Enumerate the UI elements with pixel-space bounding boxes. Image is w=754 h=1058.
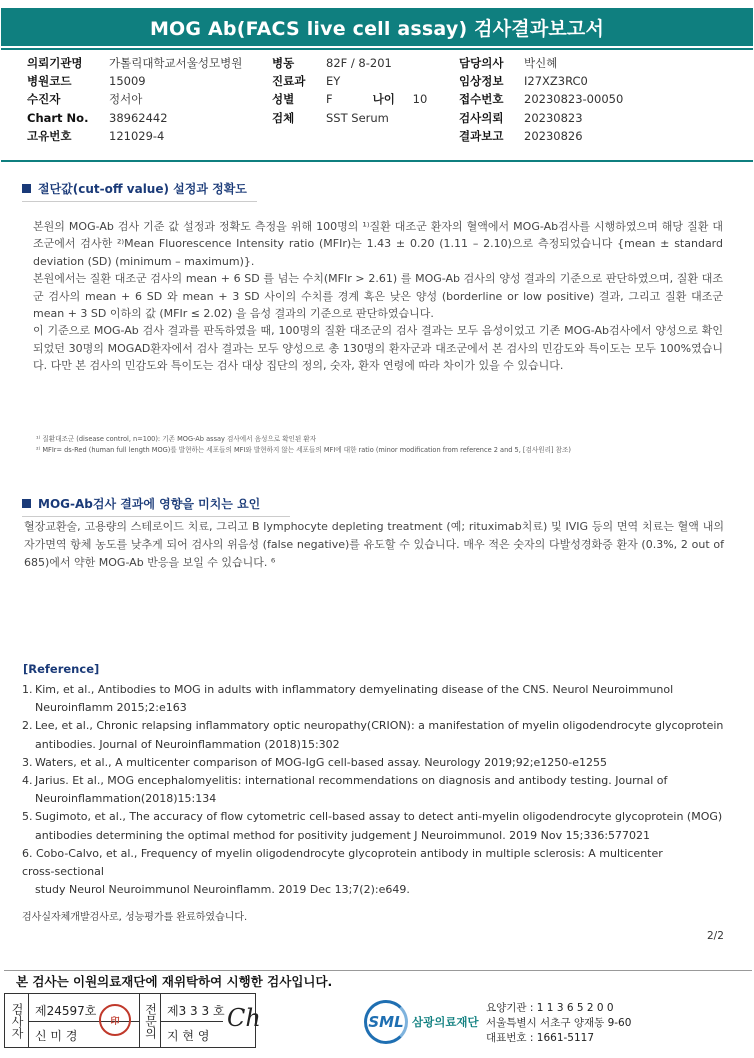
- info-value: 38962442: [109, 110, 168, 125]
- footnote-1: ¹⁾ 질환대조군 (disease control, n=100): 기존 MOG-Ab assay 검사에서 음성으로 확인된 환자: [36, 435, 317, 443]
- footnote-2: ²⁾ MFIr= ds-Red (human full length MOG)를 발현하는 세포들의 MFI와 발현하지 않는 세포들의 MFI에 대한 ratio (minor modification from reference 2 and 5, [검사원리] 참조): [36, 446, 571, 454]
- paragraph: 이 기준으로 MOG-Ab 검사 결과를 판독하였을 때, 100명의 질환 대조군의 검사 결과는 모두 음성이었고 기존 MOG-Ab검사에서 양성으로 확인되었던 30명의 MOGAD환자에서 검사 결과는 모두 양성으로 총 130명의 환자군과 대조군에서 본 검사의 민감도와 특이도는 모두 100%였습니다. 다만 본 검사의 민감도와 특이도는 검사 대상 집단의 정의, 숫자, 환자 연령에 따라 차이가 있을 수 있습니다.: [33, 324, 723, 373]
- row-divider: [161, 1021, 223, 1022]
- info-value: EY: [326, 74, 341, 89]
- sml-logo-icon: SML: [364, 1000, 408, 1044]
- info-row: [27, 72, 242, 90]
- ref-text: Waters, et al., A multicenter comparison of MOG-IgG cell-based assay. Neurology 2019;92;e1250-e1255: [35, 755, 607, 769]
- info-row: [272, 90, 427, 108]
- paragraph: 본원에서는 질환 대조군 검사의 mean + 6 SD 를 넘는 수치(MFIr > 2.61) 를 MOG-Ab 검사의 양성 결과의 기준으로 판단하였으며, 질환 대조군 검사의 mean + 6 SD 와 mean + 3 SD 사이의 수치를 경계 혹은 낮은 양성 (borderline or low positive) 결과, 그리고 질환 대조군 mean + 3 SD 이하의 값 (MFIr ≤ 2.02) 을 음성 결과의 기준으로 판단하였습니다.: [33, 272, 723, 321]
- info-label: Chart No.: [27, 110, 89, 125]
- ref-6-line-1: 6. Cobo-Calvo, et al., Frequency of myelin oligodendrocyte glycoprotein antibody in multiple sclerosis: A multicenter: [22, 846, 663, 860]
- info-row: [459, 54, 623, 72]
- info-column-1: [27, 54, 242, 145]
- agency-code: 요양기관 : 1 1 3 6 5 2 0 0: [486, 1002, 614, 1014]
- reference-list: [22, 681, 734, 899]
- info-row: [27, 54, 242, 72]
- address-line: 서울특별시 서초구 양재동 9-60: [486, 1017, 632, 1029]
- age-value: 10: [412, 92, 428, 107]
- info-row: [459, 90, 623, 108]
- info-label: 의뢰기관명: [27, 56, 83, 70]
- info-value: F: [326, 92, 333, 107]
- list-item: [22, 808, 734, 844]
- section-heading-cutoff: [22, 180, 247, 197]
- section-heading-text: 절단값(cut-off value) 설정과 정확도: [38, 182, 247, 196]
- info-value: 가톨릭대학교서울성모병원: [109, 56, 243, 70]
- examiner-seal-icon: 印: [99, 1004, 131, 1036]
- heading-underline: [22, 201, 257, 202]
- age-label: 나이: [372, 92, 395, 107]
- phone-line: 대표번호 : 1661-5117: [486, 1032, 595, 1044]
- footer-divider: [4, 970, 752, 971]
- info-value: 20230823: [524, 110, 583, 125]
- header-rule-bottom: [1, 160, 753, 162]
- list-item: [22, 772, 734, 808]
- section-heading-factors: [22, 495, 260, 512]
- ref-number: 3.: [22, 755, 33, 769]
- reviewer-name: 지 현 영: [167, 1029, 210, 1043]
- info-value: 20230823-00050: [524, 92, 624, 107]
- org-address: [486, 1001, 631, 1046]
- reviewer-number: 제3 3 3 호: [167, 1004, 225, 1018]
- info-value: I27XZ3RC0: [524, 74, 588, 89]
- examiner-title: 검사자: [5, 994, 29, 1047]
- heading-underline: [22, 516, 290, 517]
- ref-text: Lee, et al., Chronic relapsing inflammatory optic neuropathy(CRION): a manifestation of myelin oligodendrocyte glycoprotein antibodies. Journal of Neuroinflammation (2018)15:302: [35, 719, 724, 751]
- info-label: 병동: [272, 56, 295, 70]
- info-row: [272, 72, 427, 90]
- validation-note: 검사실자체개발검사로, 성능평가를 완료하였습니다.: [22, 912, 248, 923]
- examiner-number: 제24597호: [35, 1004, 97, 1018]
- info-value: 정서아: [109, 92, 143, 107]
- info-column-2: [272, 54, 427, 127]
- info-label: 검체: [272, 110, 295, 125]
- ref-6-line-2: cross-sectional: [22, 865, 104, 879]
- section-heading-text: MOG-Ab검사 결과에 영향을 미치는 요인: [38, 497, 261, 511]
- signature-box: [4, 993, 261, 1048]
- info-label: 검사의뢰: [459, 110, 504, 125]
- ref-number: 4.: [22, 774, 33, 788]
- page-number: 2/2: [707, 930, 724, 942]
- info-row: [27, 109, 242, 127]
- sml-logo: [364, 1000, 479, 1044]
- reviewer-signature-icon: Ch: [227, 1004, 261, 1032]
- org-name: 삼광의료재단: [412, 1015, 479, 1029]
- ref-6-line-3: study Neurol Neuroimmunol Neuroinflamm. 2019 Dec 13;7(2):e649.: [35, 883, 410, 897]
- info-label: 병원코드: [27, 74, 72, 89]
- info-label: 진료과: [272, 74, 306, 89]
- reviewer-title: 전문의: [139, 994, 161, 1047]
- info-value: SST Serum: [326, 110, 389, 125]
- info-label: 수진자: [27, 92, 61, 107]
- info-row: [27, 127, 242, 145]
- info-row: [459, 109, 623, 127]
- ref-number: 2.: [22, 719, 33, 733]
- info-value: 15009: [109, 74, 146, 89]
- header-rule-top: [1, 48, 753, 50]
- ref-number: 1.: [22, 683, 33, 696]
- list-item: [22, 681, 734, 717]
- info-value: 82F / 8-201: [326, 56, 392, 70]
- paragraph: 본원의 MOG-Ab 검사 기준 값 설정과 정확도 측정을 위해 100명의 ¹⁾질환 대조군 환자의 혈액에서 MOG-Ab검사를 시행하였으며 해당 질환 대조군에서 검사한 ²⁾Mean Fluorescence Intensity ratio (MFIr)는 1.43 ± 0.20 (1.11 – 2.10)으로 측정되었습니다 {mean ± standard deviation (SD) (minimum – maximum)}.: [33, 220, 723, 268]
- info-row: [272, 109, 427, 127]
- info-label: 고유번호: [27, 128, 72, 143]
- info-label: 결과보고: [459, 128, 504, 143]
- info-label: 임상정보: [459, 74, 504, 89]
- info-row: [459, 72, 623, 90]
- cutoff-body: [33, 218, 723, 375]
- ref-number: 5.: [22, 810, 33, 824]
- info-column-3: [459, 54, 623, 145]
- info-label: 접수번호: [459, 92, 504, 107]
- info-row: [27, 90, 242, 108]
- ref-text: Jarius. Et al., MOG encephalomyelitis: international recommendations on diagnosis and antibody testing. Journal of Neuroinflammation(2018)15:134: [35, 774, 668, 806]
- list-item: [22, 754, 734, 772]
- square-bullet-icon: [22, 184, 31, 193]
- info-row: [459, 127, 623, 145]
- reference-heading: [Reference]: [23, 662, 100, 676]
- info-value: 20230826: [524, 128, 583, 143]
- footer-message: 본 검사는 이원의료재단에 재위탁하여 시행한 검사입니다.: [16, 974, 333, 989]
- paragraph: 혈장교환술, 고용량의 스테로이드 치료, 그리고 B lymphocyte depleting treatment (예; rituximab치료) 및 IVIG 등의 면역 치료는 혈액 내의 자가면역 항체 농도를 낮추게 되어 검사의 위음성 (false negative)를 유도할 수 있습니다. 매우 적은 숫자의 다발성경화증 환자 (0.3%, 2 out of 685)에서 약한 MOG-Ab 반응을 보일 수 있습니다. ⁶: [24, 520, 724, 570]
- ref-text: Kim, et al., Antibodies to MOG in adults with inflammatory demyelinating disease of the CNS. Neurol Neuroimmunol Neuroinflamm 2015;2:e163: [35, 683, 674, 715]
- info-row: [272, 54, 427, 72]
- info-label: 담당의사: [459, 56, 504, 70]
- report-title: MOG Ab(FACS live cell assay) 검사결과보고서: [1, 8, 753, 46]
- factors-body: [24, 518, 724, 573]
- info-value: 박신혜: [524, 56, 558, 70]
- square-bullet-icon: [22, 499, 31, 508]
- info-label: 성별: [272, 92, 295, 107]
- examiner-name: 신 미 경: [35, 1029, 78, 1043]
- info-value: 121029-4: [109, 128, 165, 143]
- list-item: [22, 717, 734, 753]
- ref-text: Sugimoto, et al., The accuracy of flow cytometric cell-based assay to detect anti-myelin oligodendrocyte glycoprotein (MOG) antibodies determining the optimal method for positivity judgement J Neuroimmunol. 2019 Nov 15;336:577021: [35, 810, 723, 842]
